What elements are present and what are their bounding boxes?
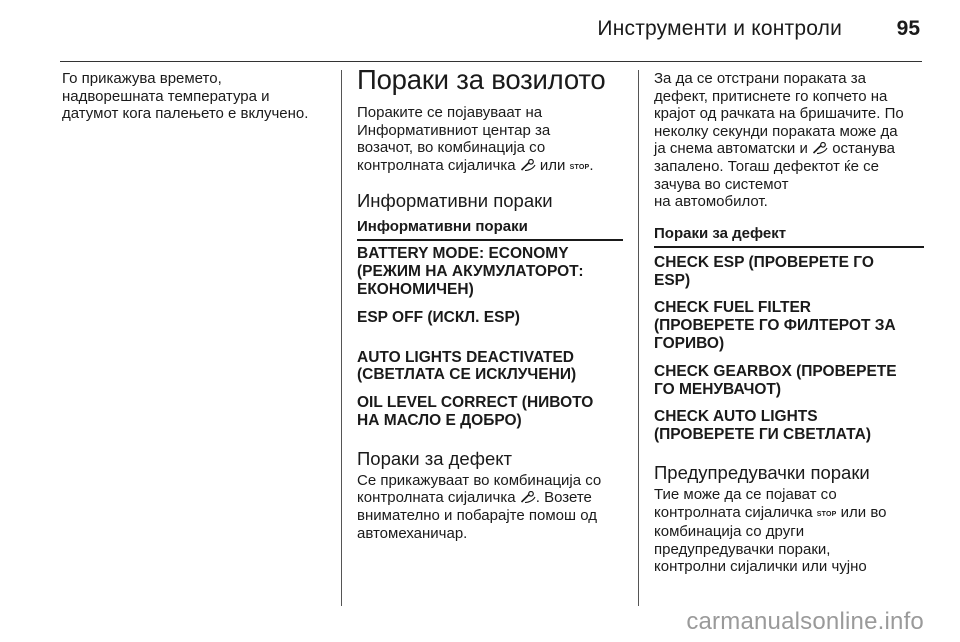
text-line: За да се отстрани пораката за: [654, 70, 866, 87]
table-header: Пораки за дефект: [654, 225, 924, 248]
column-divider-1: [341, 70, 342, 606]
text-line: Информативниот центар за: [357, 121, 551, 139]
text-fragment: . Возете: [535, 489, 592, 507]
page-header: [60, 0, 922, 62]
message-line: ГОРИВО): [654, 334, 725, 352]
text-fragment: ја снема автоматски и: [654, 140, 808, 158]
wrench-icon: [520, 491, 536, 503]
message-line: CHECK ESP (ПРОВЕРЕТЕ ГО: [654, 253, 874, 271]
column-left: [62, 70, 332, 123]
text-fragment: .: [589, 156, 594, 174]
message-item: [654, 299, 924, 352]
message-line: CHECK FUEL FILTER: [654, 299, 812, 317]
subsection-title: Пораки за дефект: [357, 447, 513, 469]
text-line: на автомобилот.: [654, 193, 768, 211]
text-line: неколку секунди пораката може да: [654, 122, 898, 140]
subsection-title: Информативни пораки: [357, 190, 553, 212]
text-line: [357, 157, 623, 177]
text-line: автомеханичар.: [357, 524, 468, 542]
text-fragment: контролната сијаличка: [357, 156, 516, 174]
message-item: [357, 349, 623, 385]
message-line: (ПРОВЕРЕТЕ ГО ФИЛТЕРОТ ЗА: [654, 317, 896, 335]
text-line: надворешната температура и: [62, 87, 270, 105]
text-fragment: или во: [840, 503, 887, 521]
text-line: датумот кога палењето е вклучено.: [62, 105, 309, 123]
message-item: [654, 363, 924, 399]
text-line: крајот од рачката на бришачите. По: [654, 105, 904, 123]
text-fragment: или: [539, 156, 566, 174]
message-item: [357, 309, 623, 327]
column-middle: [357, 64, 623, 542]
message-item: [357, 245, 623, 298]
message-line: (СВЕТЛАТА СЕ ИСКЛУЧЕНИ): [357, 366, 577, 384]
message-line: НА МАСЛО Е ДОБРО): [357, 411, 522, 429]
text-line: контролни сијалички или чујно: [654, 558, 867, 576]
text-line: [357, 489, 623, 507]
text-line: комбинација со други: [654, 523, 805, 541]
text-line: Го прикажува времето,: [62, 70, 222, 87]
message-item: [357, 394, 623, 430]
text-line: [654, 140, 924, 158]
header-divider: [60, 61, 922, 62]
text-line: Тие може да се појават со: [654, 485, 837, 503]
page-number: 95: [896, 17, 920, 40]
page-title: Инструменти и контроли: [597, 17, 842, 40]
subsection-title: Предупредувачки пораки: [654, 461, 870, 483]
text-fragment: контролната сијаличка: [357, 489, 516, 507]
wrench-icon: [812, 142, 828, 154]
text-line: [654, 504, 924, 524]
text-line: зачува во системот: [654, 175, 789, 193]
column-divider-2: [638, 70, 639, 606]
message-line: ESP OFF (ИСКЛ. ESP): [357, 308, 520, 326]
text-line: возачот, во комбинација со: [357, 139, 546, 157]
message-line: CHECK AUTO LIGHTS: [654, 408, 818, 426]
text-line: внимателно и побарајте помош од: [357, 506, 597, 524]
message-line: CHECK GEARBOX (ПРОВЕРЕТЕ: [654, 362, 897, 380]
table-header: Информативни пораки: [357, 218, 623, 241]
stop-symbol: STOP: [816, 510, 837, 518]
wrench-icon: [520, 159, 536, 171]
watermark: carmanualsonline.info: [686, 608, 924, 635]
message-line: (РЕЖИМ НА АКУМУЛАТОРОТ:: [357, 263, 584, 281]
text-line: Се прикажуваат во комбинација со: [357, 471, 602, 489]
message-line: ЕКОНОМИЧЕН): [357, 280, 474, 298]
message-line: (ПРОВЕРЕТЕ ГИ СВЕТЛАТА): [654, 426, 871, 444]
column-right: [654, 70, 924, 576]
text-line: предупредувачки пораки,: [654, 540, 831, 558]
text-fragment: останува: [832, 140, 895, 158]
message-item: [654, 254, 924, 290]
message-line: AUTO LIGHTS DEACTIVATED: [357, 348, 574, 366]
message-line: BATTERY MODE: ECONOMY: [357, 245, 569, 263]
text-fragment: контролната сијаличка: [654, 503, 813, 521]
message-line: ГО МЕНУВАЧОТ): [654, 380, 782, 398]
text-line: дефект, притиснете го копчето на: [654, 87, 888, 105]
section-title: Пораки за возилото: [357, 64, 606, 95]
stop-symbol: STOP: [569, 163, 590, 171]
message-line: OIL LEVEL CORRECT (НИВОТО: [357, 394, 594, 412]
text-line: Пораките се појавуваат на: [357, 104, 543, 121]
message-item: [654, 408, 924, 444]
text-line: запалено. Тогаш дефектот ќе се: [654, 157, 879, 175]
message-line: ESP): [654, 271, 691, 289]
